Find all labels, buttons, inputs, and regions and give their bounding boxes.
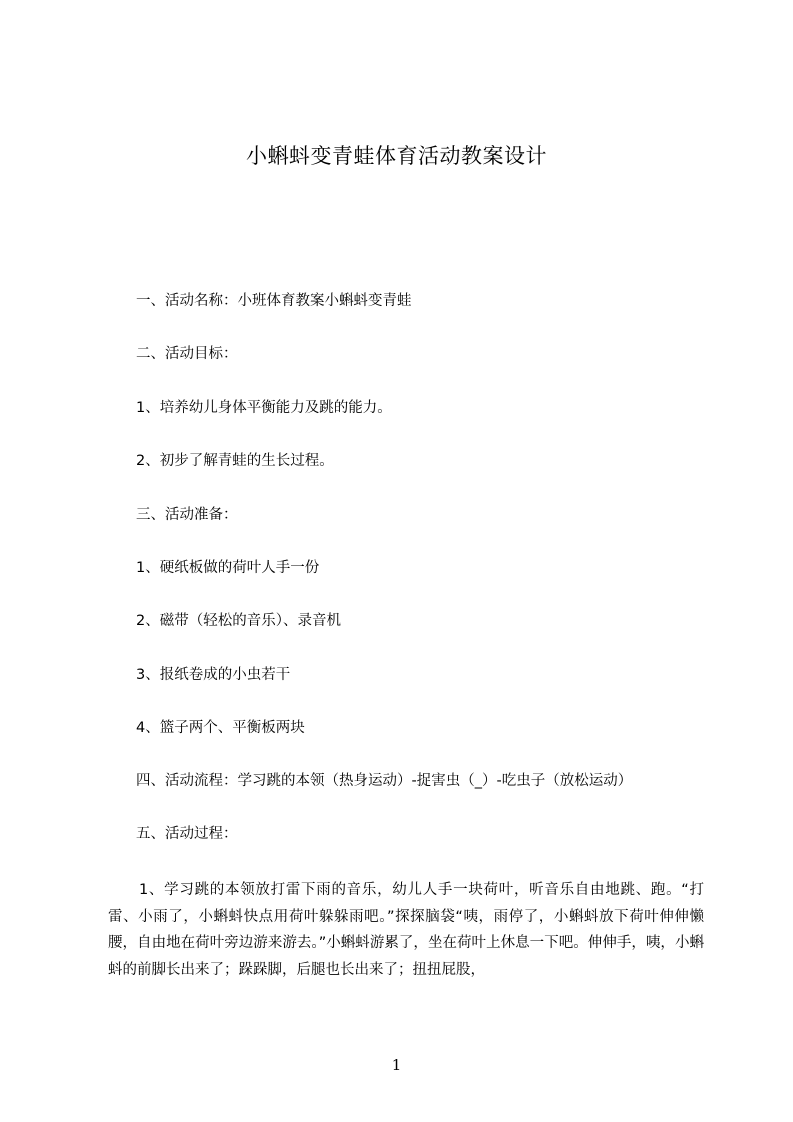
- document-title: 小蝌蚪变青蛙体育活动教案设计: [246, 144, 547, 168]
- preparation-item-3: 3、报纸卷成的小虫若干: [136, 667, 291, 683]
- goal-item-1: 1、培养幼儿身体平衡能力及跳的能力。: [136, 400, 392, 416]
- goal-item-2: 2、初步了解青蛙的生长过程。: [136, 453, 334, 469]
- preparation-item-2: 2、磁带（轻松的音乐）、录音机: [136, 613, 341, 629]
- section-activity-name: 一、活动名称：小班体育教案小蝌蚪变青蛙: [136, 293, 412, 309]
- preparation-item-1: 1、硬纸板做的荷叶人手一份: [136, 560, 320, 576]
- process-paragraph-1: 1、学习跳的本领放打雷下雨的音乐，幼儿人手一块荷叶，听音乐自由地跳、跑。“打雷、小雨了，小蝌蚪快点用荷叶躲躲雨吧。”探探脑袋“咦，雨停了，小蝌蚪放下荷叶伸伸懒腰，自由地在荷叶旁边游来游去。”小蝌蚪游累了，坐在荷叶上休息一下吧。伸伸手，咦，小蝌蚪的前脚长出来了；跺跺脚，后腿也长出来了；扭扭屁股，: [108, 882, 704, 978]
- section-activity-preparation: 三、活动准备：: [136, 507, 238, 523]
- section-activity-goals: 二、活动目标：: [136, 346, 238, 362]
- section-activity-flow: 四、活动流程：学习跳的本领（热身运动）-捉害虫（_）-吃虫子（放松运动）: [136, 773, 633, 789]
- preparation-item-4: 4、篮子两个、平衡板两块: [136, 720, 305, 736]
- page-number: 1: [391, 1056, 402, 1074]
- section-activity-process: 五、活动过程：: [136, 826, 238, 842]
